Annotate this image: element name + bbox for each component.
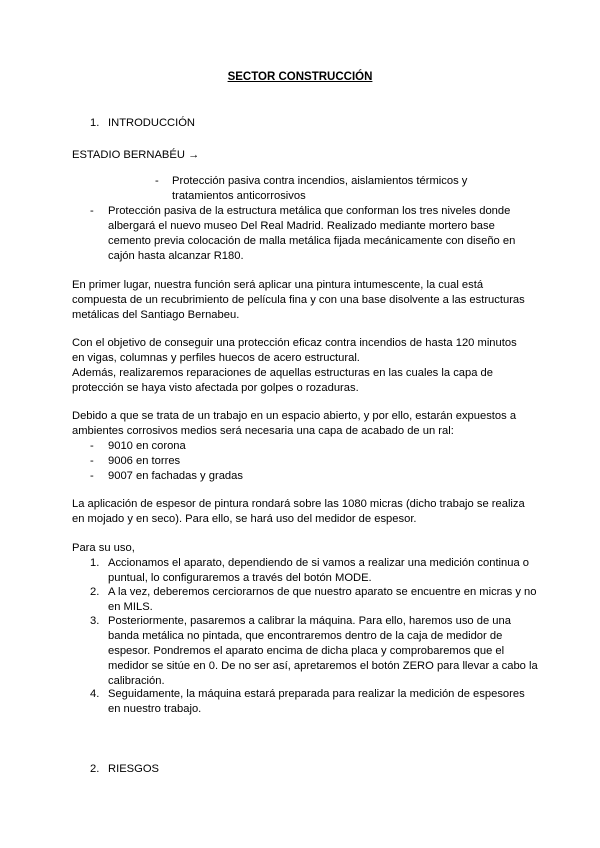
- page-title: SECTOR CONSTRUCCIÓN: [227, 71, 373, 83]
- bullet-text: 9007 en fachadas y gradas: [108, 470, 243, 482]
- bullet-text: 9010 en corona: [108, 440, 186, 452]
- stadium-line: ESTADIO BERNABÉU →: [72, 149, 200, 161]
- bullet-mark: -: [155, 175, 159, 187]
- list-item: [90, 585, 537, 615]
- paragraph-usage-intro: Para su uso,: [72, 542, 135, 554]
- paragraph-corrosive: Debido a que se trata de un trabajo en un espacio abierto, y por ello, estarán expuestos a ambientes corrosivos medios será necesaria una capa de acabado de un ral:: [72, 410, 517, 437]
- step-text: Posteriormente, pasaremos a calibrar la máquina. Para ello, haremos uso de una banda metálica no pintada, que encontraremos dentro de la caja de medidor de espesor. Pondremos el aparato encima de dicha placa y comprobaremos que el medidor se sitúe en 0. De no ser así, apretaremos el botón ZERO para llevar a cabo la calibración.: [108, 615, 538, 687]
- list-item: [90, 439, 390, 454]
- list-item: [90, 614, 538, 689]
- list-item: [90, 687, 530, 717]
- paragraph-intumescent: En primer lugar, nuestra función será aplicar una pintura intumescente, la cual está compuesta de un recubrimiento de película fina y con una base disolvente a las estructuras metálicas del Santiago Bernabeu.: [72, 279, 525, 321]
- step-number: 4.: [90, 688, 100, 700]
- list-item: [90, 556, 530, 586]
- paragraph-thickness: La aplicación de espesor de pintura rondará sobre las 1080 micras (dicho trabajo se realiza en mojado y en seco). Para ello, se hará uso del medidor de espesor.: [72, 498, 525, 525]
- bullet-mark: -: [90, 455, 94, 467]
- step-number: 2.: [90, 586, 100, 598]
- bullet-mark: -: [90, 205, 94, 217]
- step-text: Seguidamente, la máquina estará preparada para realizar la medición de espesores en nuestro trabajo.: [108, 688, 525, 715]
- bullet-text: Protección pasiva contra incendios, aislamientos térmicos y tratamientos anticorrosivos: [172, 175, 468, 202]
- list-item: [90, 204, 530, 266]
- section-heading-riesgos: [90, 762, 159, 777]
- list-item: [90, 469, 390, 484]
- section-heading-introduccion: [90, 116, 195, 131]
- paragraph-repairs: Además, realizaremos reparaciones de aquellas estructuras en las cuales la capa de protección se haya visto afectada por golpes o rozaduras.: [72, 367, 494, 394]
- list-item: [155, 174, 535, 206]
- step-number: 3.: [90, 615, 100, 627]
- paragraph-objective: Con el objetivo de conseguir una protección eficaz contra incendios de hasta 120 minutos en vigas, columnas y perfiles huecos de acero estructural.: [72, 337, 517, 364]
- section-label: RIESGOS: [108, 763, 159, 775]
- section-label: INTRODUCCIÓN: [108, 117, 196, 129]
- step-text: Accionamos el aparato, dependiendo de si vamos a realizar una medición continua o puntual, lo configuraremos a través del botón MODE.: [108, 557, 530, 584]
- step-text: A la vez, deberemos cerciorarnos de que nuestro aparato se encuentre en micras y no en MILS.: [108, 586, 537, 613]
- bullet-mark: -: [90, 470, 94, 482]
- section-number: 1.: [90, 117, 100, 129]
- section-number: 2.: [90, 763, 100, 775]
- list-item: [90, 454, 390, 469]
- step-number: 1.: [90, 557, 100, 569]
- bullet-mark: -: [90, 440, 94, 452]
- bullet-text: Protección pasiva de la estructura metálica que conforman los tres niveles donde albergará el nuevo museo Del Real Madrid. Realizado mediante mortero base cemento previa colocación de malla metálica fijada mecánicamente con diseño en cajón hasta alcanzar R180.: [108, 205, 516, 262]
- bullet-text: 9006 en torres: [108, 455, 181, 467]
